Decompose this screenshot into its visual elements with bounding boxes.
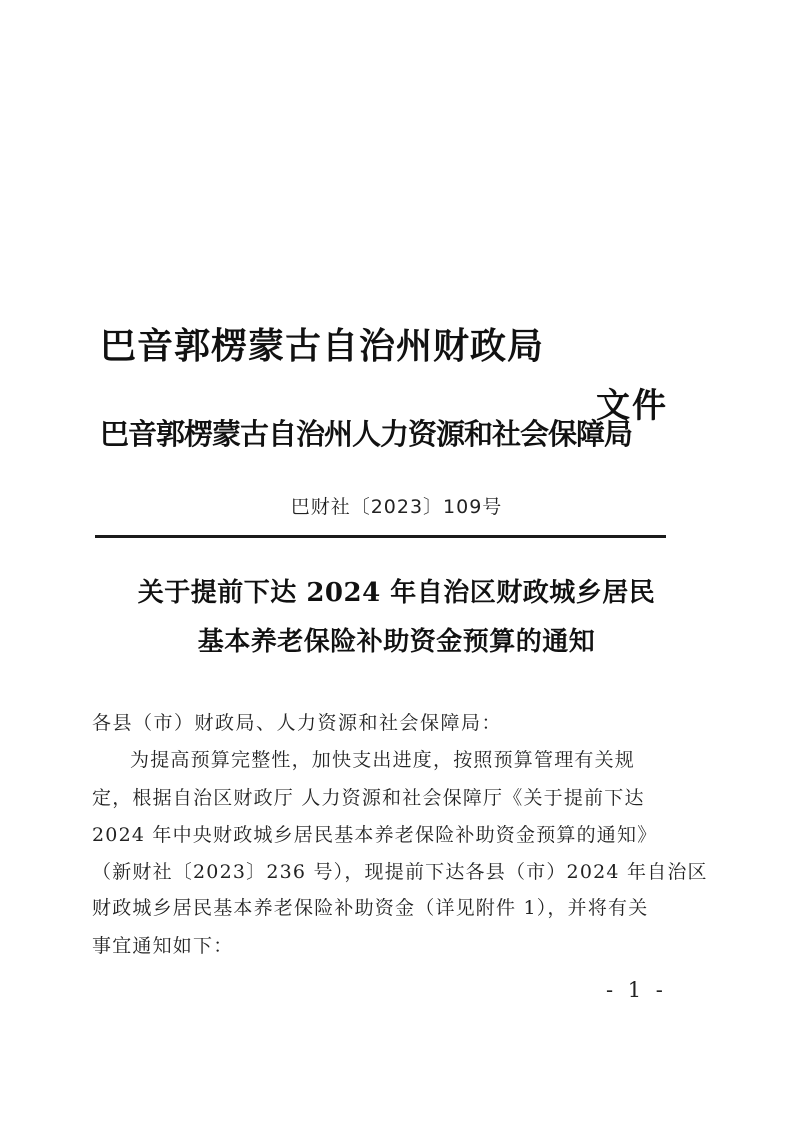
issuer-name-finance-bureau: 巴音郭楞蒙古自治州财政局 [100, 325, 545, 367]
document-title-line-1: 关于提前下达 2024 年自治区财政城乡居民 [137, 578, 656, 608]
body-line: （新财社〔2023〕236 号），现提前下达各县（市）2024 年自治区 [92, 861, 708, 883]
body-line: 定，根据自治区财政厅 人力资源和社会保障厅《关于提前下达 [92, 787, 645, 809]
body-line: 财政城乡居民基本养老保险补助资金（详见附件 1），并将有关 [92, 897, 649, 919]
body-line: 为提高预算完整性，加快支出进度，按照预算管理有关规 [130, 749, 636, 771]
body-line: 事宜通知如下： [92, 935, 234, 957]
document-title-line-2: 基本养老保险补助资金预算的通知 [197, 627, 596, 657]
document-number: 巴财社〔2023〕109号 [290, 496, 503, 518]
salutation: 各县（市）财政局、人力资源和社会保障局： [92, 712, 503, 734]
document-word: 文件 [596, 386, 668, 426]
header-divider [95, 535, 666, 538]
body-line: 2024 年中央财政城乡居民基本养老保险补助资金预算的通知》 [92, 824, 658, 846]
issuer-name-hr-social-security-bureau: 巴音郭楞蒙古自治州人力资源和社会保障局 [100, 417, 633, 451]
page-number: - 1 - [606, 978, 667, 1002]
